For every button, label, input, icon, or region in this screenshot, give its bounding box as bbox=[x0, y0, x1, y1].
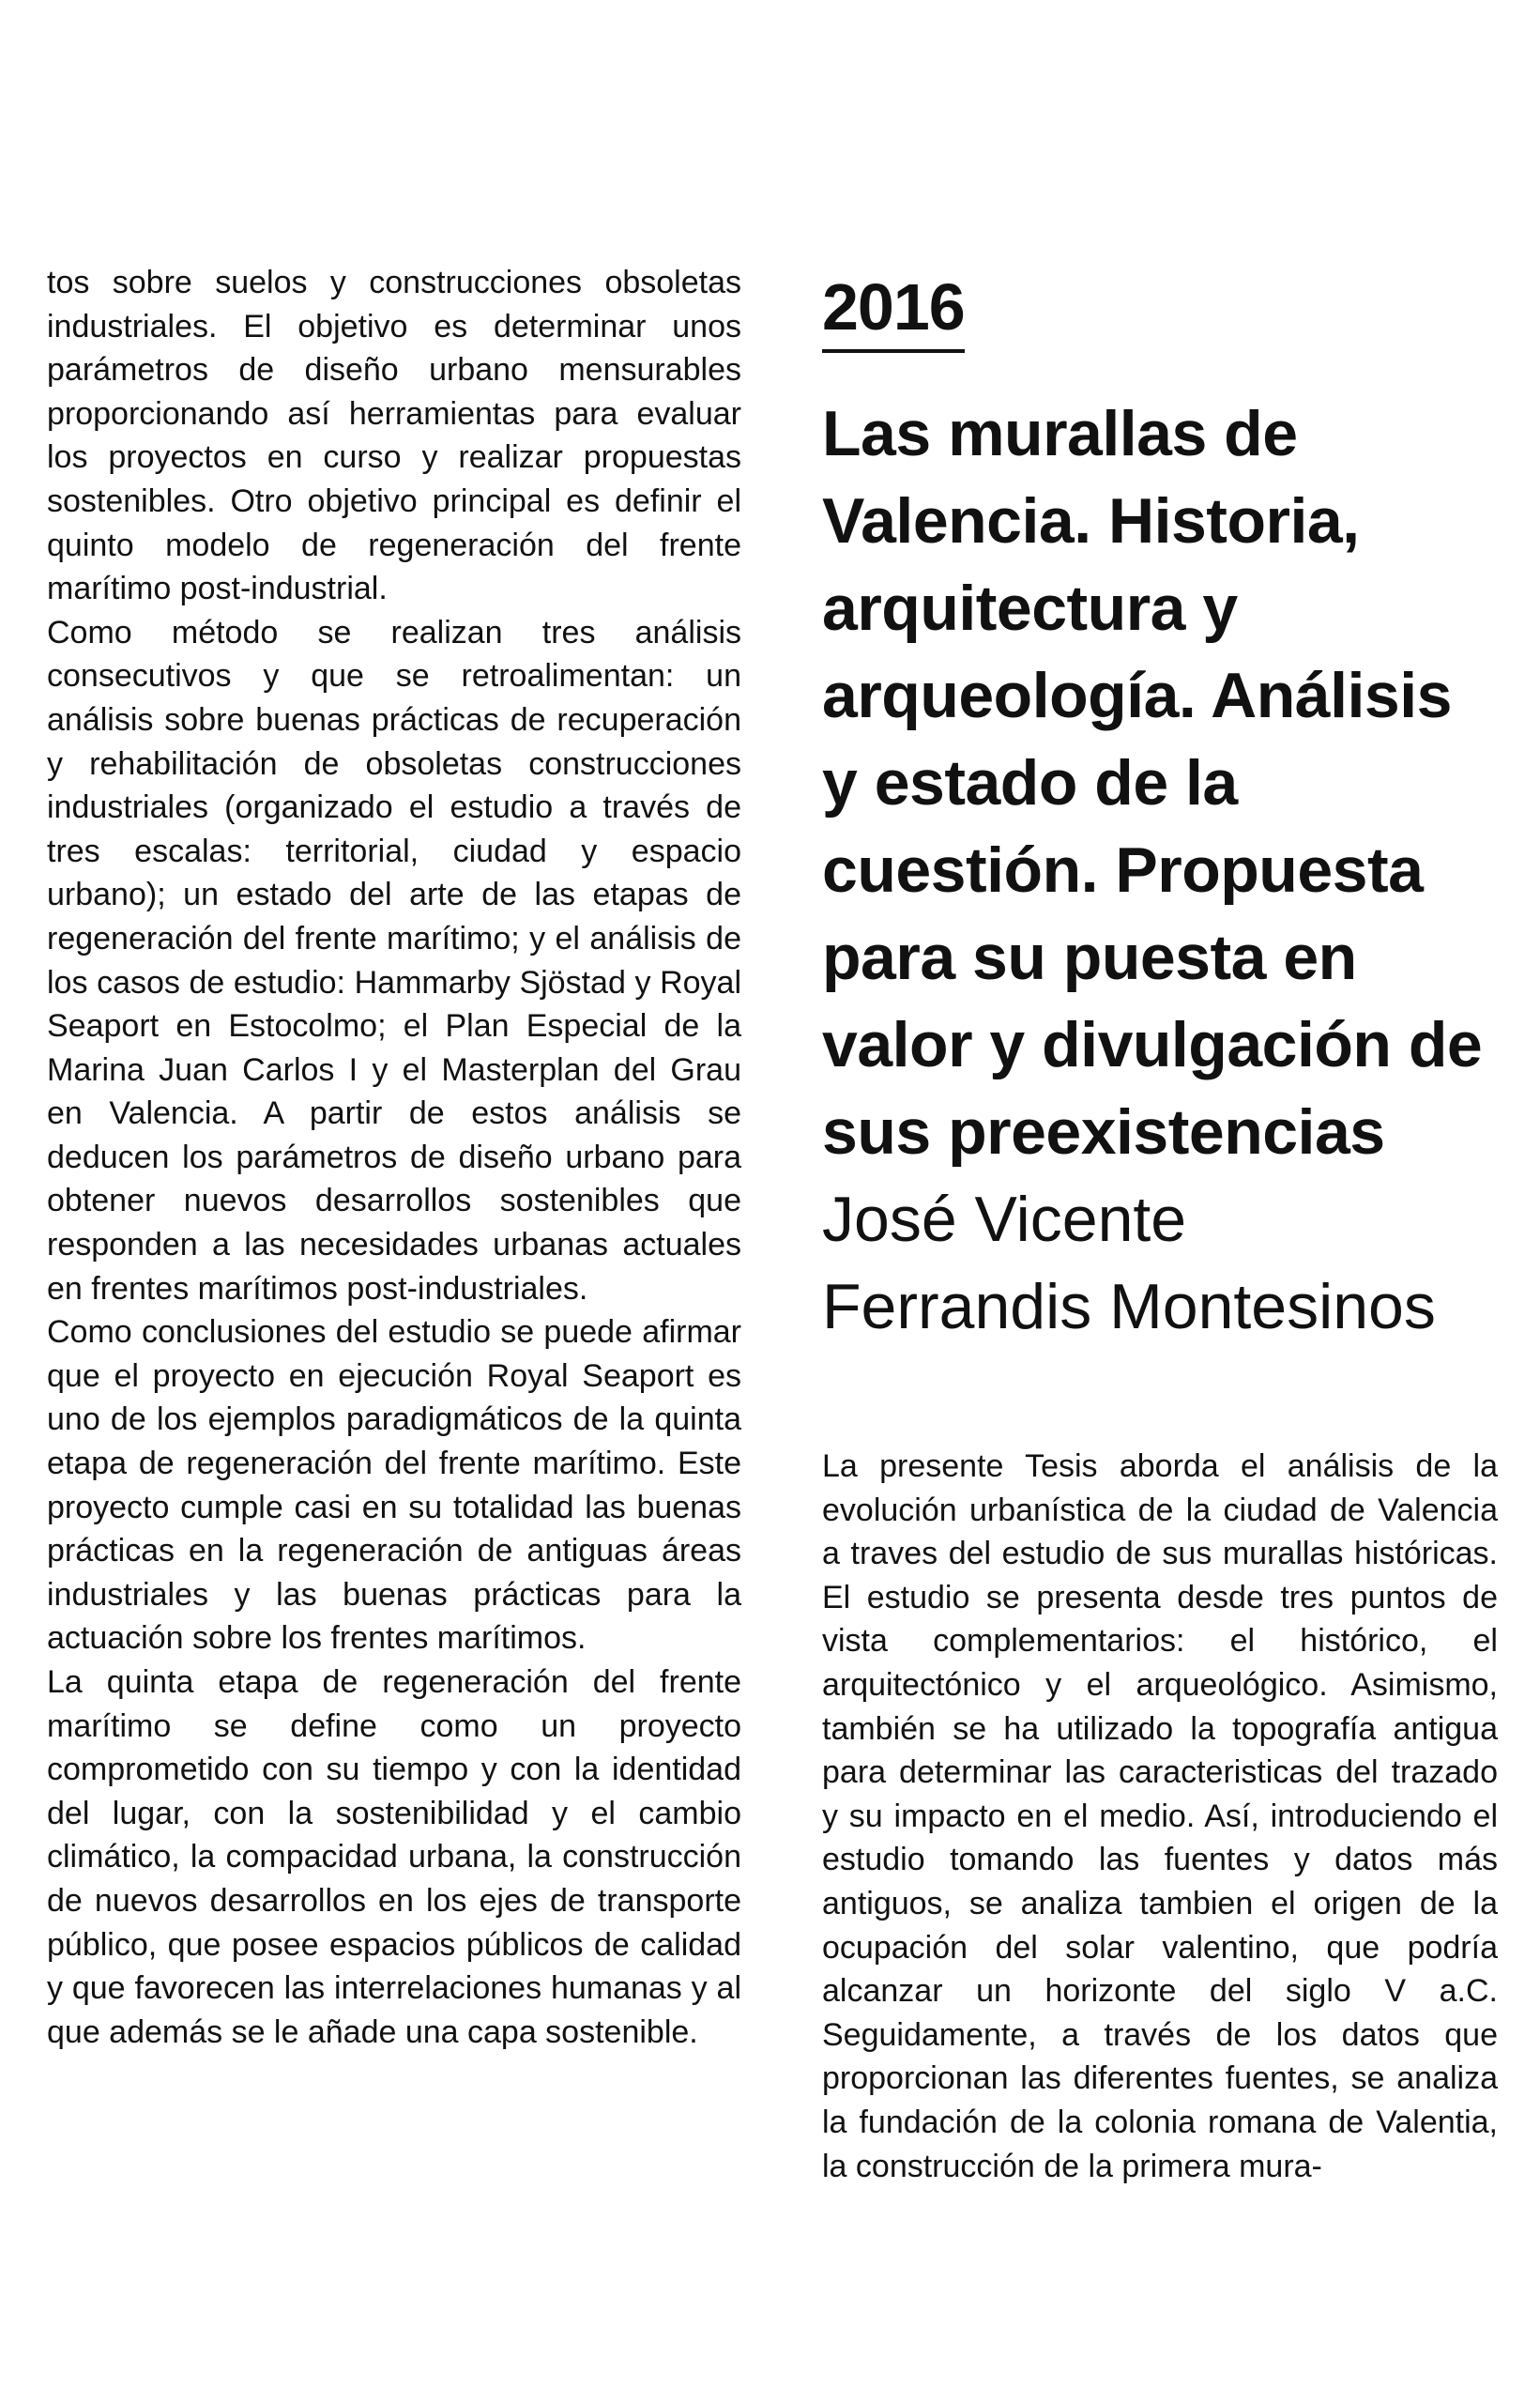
left-text-column bbox=[47, 261, 741, 2054]
author-name-last: Ferrandis Montesinos bbox=[822, 1271, 1436, 1342]
left-paragraph-4: La quinta etapa de regeneración del frente marítimo se define como un proyecto comprometido con su tiempo y con la identidad del lugar, con la sostenibilidad y el cambio climático, la compacidad urbana, la construcción de nuevos desarrollos en los ejes de transporte público, que posee espacios públicos de calidad y que favorecen las interrelaciones humanas y al que además se le añade una capa sostenible. bbox=[47, 1664, 741, 2050]
left-paragraph-1: tos sobre suelos y construcciones obsoletas industriales. El objetivo es determinar unos parámetros de diseño urbano mensurables proporcionando así herramientas para evaluar los proyectos en curso y realizar propuestas sostenibles. Otro objetivo principal es definir el quinto modelo de regeneración del frente marítimo post-industrial. bbox=[47, 265, 741, 607]
entry-year: 2016 bbox=[822, 265, 965, 353]
thesis-title: Las murallas de Valencia. Historia, arquitectura y arqueología. Análisis y estado de la cuestión. Propuesta para su puesta en valor y divulgación de sus preexistencias bbox=[822, 398, 1483, 1168]
thesis-abstract: La presente Tesis aborda el análisis de la evolución urbanística de la ciudad de Valencia a traves del estudio de sus murallas históricas. El estudio se presenta desde tres puntos de vista complementarios: el histórico, el arquitectónico y el arqueológico. Asimismo, también se ha utilizado la topografía antigua para determinar las caracteristicas del trazado y su impacto en el medio. Así, introduciendo el estudio tomando las fuentes y datos más antiguos, se analiza tambien el origen de la ocupación del solar valentino, que podría alcanzar un horizonte del siglo V a.C. Seguidamente, a través de los datos que proporcionan las diferentes fuentes, se analiza la fundación de la colonia romana de Valentia, la construcción de la primera mura- bbox=[822, 1448, 1498, 2184]
right-text-column bbox=[822, 265, 1498, 2188]
author-name-first: José Vicente bbox=[822, 1184, 1187, 1255]
left-paragraph-2: Como método se realizan tres análisis consecutivos y que se retroalimentan: un análisis sobre buenas prácticas de recuperación y rehabilitación de obsoletas construcciones industriales (organizado el estudio a través de tres escalas: territorial, ciudad y espacio urbano); un estado del arte de las etapas de regeneración del frente marítimo; y el análisis de los casos de estudio: Hammarby Sjöstad y Royal Seaport en Estocolmo; el Plan Especial de la Marina Juan Carlos I y el Masterplan del Grau en Valencia. A partir de estos análisis se deducen los parámetros de diseño urbano para obtener nuevos desarrollos sostenibles que responden a las necesidades urbanas actuales en frentes marítimos post-industriales. bbox=[47, 614, 741, 1307]
left-paragraph-3: Como conclusiones del estudio se puede afirmar que el proyecto en ejecución Royal Seaport es uno de los ejemplos paradigmáticos de la quinta etapa de regeneración del frente marítimo. Este proyecto cumple casi en su totalidad las buenas prácticas en la regeneración de antiguas áreas industriales y las buenas prácticas para la actuación sobre los frentes marítimos. bbox=[47, 1314, 741, 1657]
